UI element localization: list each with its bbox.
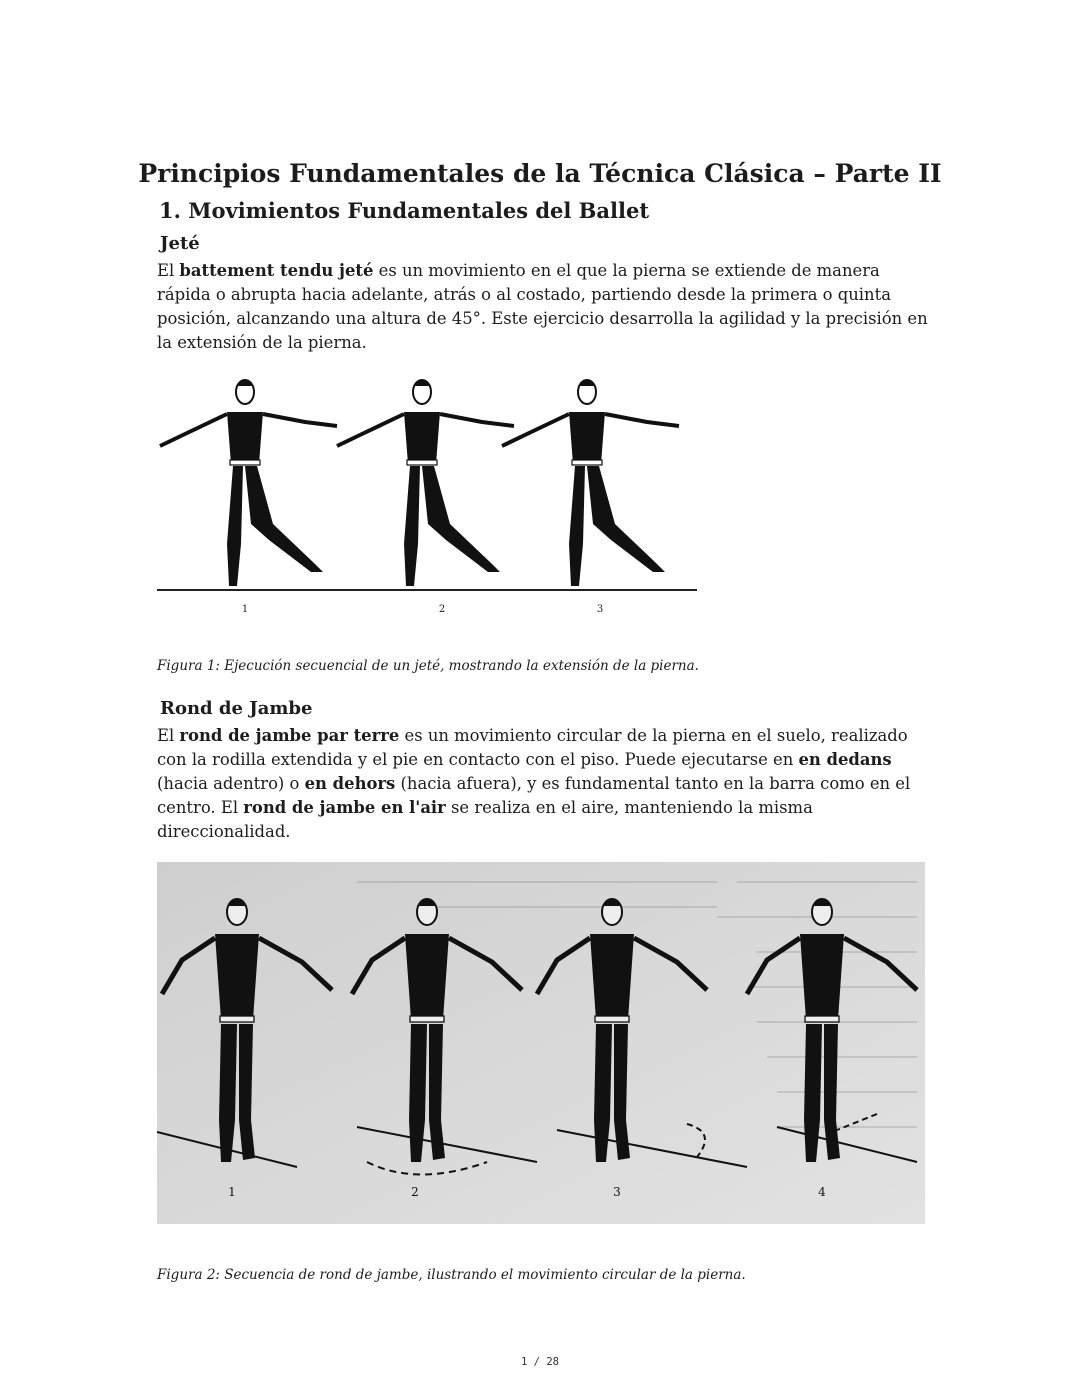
rond-figure xyxy=(157,862,925,1224)
jete-label-1: 1 xyxy=(241,604,249,615)
page-number: 1 / 28 xyxy=(521,1356,559,1368)
jete-illustration xyxy=(157,372,697,620)
jete-figure xyxy=(157,372,697,620)
jete-caption: Figura 1: Ejecución secuencial de un jeté, mostrando la extensión de la pierna. xyxy=(157,658,699,674)
jete-term: battement tendu jeté xyxy=(179,261,374,280)
rond-label-3: 3 xyxy=(613,1185,621,1199)
rond-paragraph: El rond de jambe par terre es un movimiento circular de la pierna en el suelo, realizado con la rodilla extendida y el pie en contacto con el piso. Puede ejecutarse en en dedans (hacia adentro) o en dehors (hacia afuera), y es fundamental tanto en la barra como en el centro. El rond de jambe en l'air se realiza en el aire, manteniendo la misma direccionalidad. xyxy=(157,726,911,841)
rond-illustration xyxy=(157,862,925,1224)
rond-term-en-dehors: en dehors xyxy=(304,774,396,793)
rond-label-2: 2 xyxy=(411,1185,419,1199)
rond-term-en-dedans: en dedans xyxy=(798,750,892,769)
section-heading: 1. Movimientos Fundamentales del Ballet xyxy=(159,198,650,223)
jete-label-3: 3 xyxy=(596,604,604,615)
rond-label-1: 1 xyxy=(228,1185,236,1199)
jete-heading: Jeté xyxy=(160,233,200,254)
rond-label-4: 4 xyxy=(818,1185,826,1199)
rond-term-en-lair: rond de jambe en l'air xyxy=(243,798,446,817)
rond-heading: Rond de Jambe xyxy=(160,698,313,719)
jete-label-2: 2 xyxy=(438,604,446,615)
jete-paragraph: El battement tendu jeté es un movimiento en el que la pierna se extiende de manera rápida o abrupta hacia adelante, atrás o al costado, partiendo desde la primera o quinta posición, alcanzando una altura de 45°. Este ejercicio desarrolla la agilidad y la precisión en la extensión de la pierna. xyxy=(157,261,928,352)
rond-term-par-terre: rond de jambe par terre xyxy=(179,726,400,745)
page-title: Principios Fundamentales de la Técnica Clásica – Parte II xyxy=(138,159,942,188)
rond-caption: Figura 2: Secuencia de rond de jambe, ilustrando el movimiento circular de la pierna. xyxy=(157,1267,746,1283)
